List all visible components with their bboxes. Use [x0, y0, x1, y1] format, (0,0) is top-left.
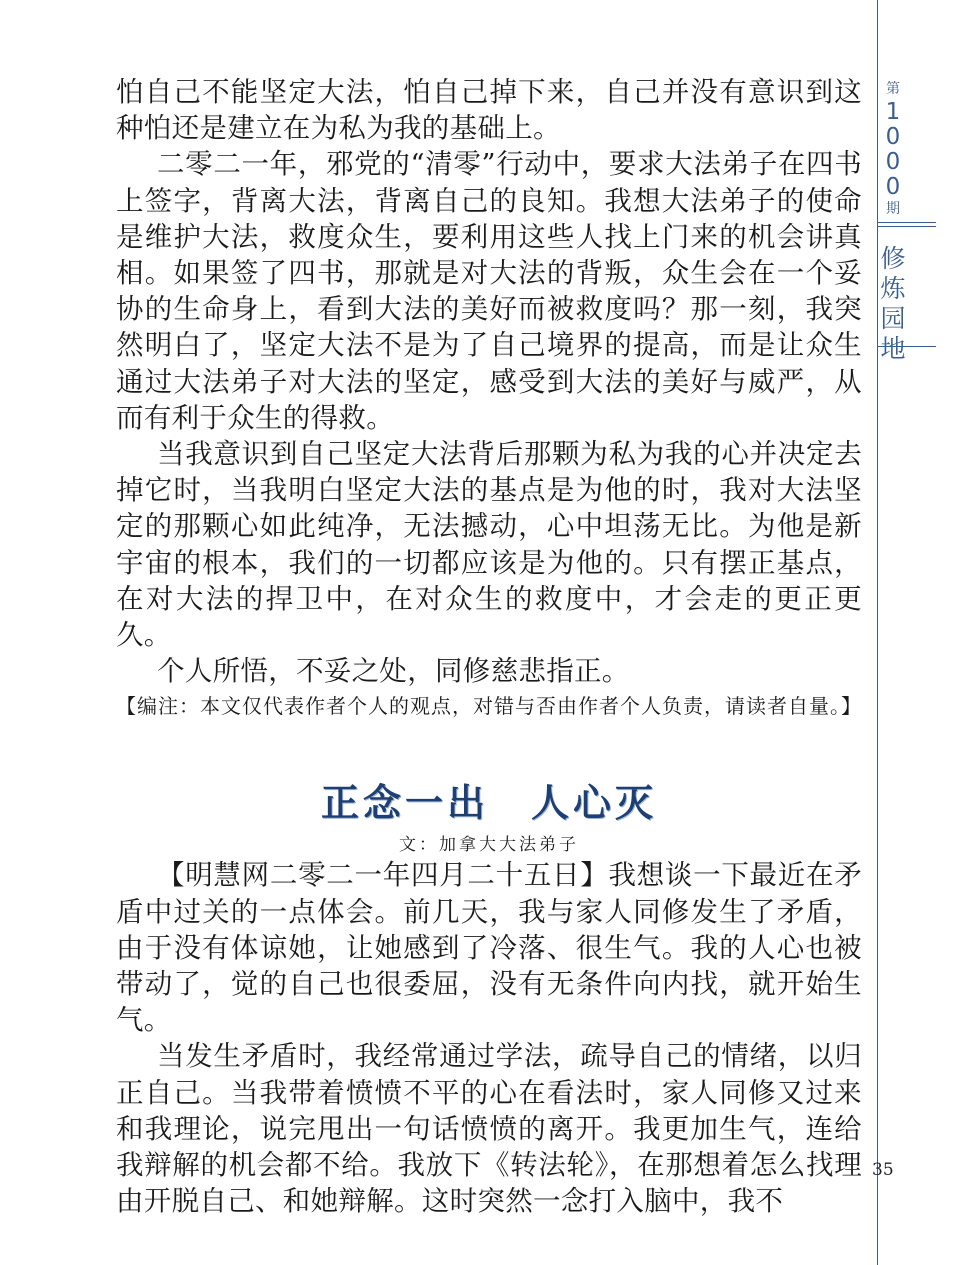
main-column [116, 74, 862, 1219]
article-byline: 文：加拿大大法弟子 [399, 835, 579, 856]
paragraph: 怕自己不能坚定大法，怕自己掉下来，自己并没有意识到这种怕还是建立在为私为我的基础上。 [116, 76, 862, 145]
issue-digit: 0 [885, 124, 901, 150]
issue-suffix: 期 [886, 201, 900, 217]
issue-digit: 0 [885, 149, 901, 175]
section-char: 炼 [880, 274, 906, 303]
editor-note: 【编注：本文仅代表作者个人的观点，对错与否由作者个人负责，请读者自量。】 [116, 694, 862, 719]
section-char: 地 [880, 334, 906, 363]
issue-digit: 1 [885, 99, 901, 125]
paragraph: 当发生矛盾时，我经常通过学法，疏导自己的情绪，以归正自己。当我带着愤愤不平的心在看法时，家人同修又过来和我理论，说完甩出一句话愤愤的离开。我更加生气，连给我辩解的机会都不给。我放下《转法轮》，在那想着怎么找理由开脱自己、和她辩解。这时突然一念打入脑中，我不 [116, 1040, 862, 1218]
section-char: 园 [880, 304, 906, 333]
paragraph: 当我意识到自己坚定大法背后那颗为私为我的心并决定去掉它时，当我明白坚定大法的基点是为他的时，我对大法坚定的那颗心如此纯净，无法撼动，心中坦荡无比。为他是新宇宙的根本，我们的一切都应该是为他的。只有摆正基点，在对大法的捍卫中，在对众生的救度中，才会走的更正更久。 [116, 438, 862, 652]
issue-number [878, 100, 908, 200]
paragraph: 二零二一年，邪党的“清零”行动中，要求大法弟子在四书上签字，背离大法，背离自己的良知。我想大法弟子的使命是维护大法，救度众生，要利用这些人找上门来的机会讲真相。如果签了四书，那就是对大法的背叛，众生会在一个妥协的生命身上，看到大法的美好而被救度吗？那一刻，我突然明白了，坚定大法不是为了自己境界的提高，而是让众生通过大法弟子对大法的坚定，感受到大法的美好与威严，从而有利于众生的得救。 [116, 148, 862, 434]
issue-digit: 0 [885, 174, 901, 200]
section-label [878, 244, 908, 364]
paragraph: 【明慧网二零二一年四月二十五日】我想谈一下最近在矛盾中过关的一点体会。前几天，我与家人同修发生了矛盾，由于没有体谅她，让她感到了冷落、很生气。我的人心也被带动了，觉的自己也很委屈，没有无条件向内找，就开始生气。 [116, 859, 862, 1037]
paragraph: 个人所悟，不妥之处，同修慈悲指正。 [157, 655, 630, 688]
article-title: 正念一出 人心灭 [320, 781, 657, 826]
section-char: 修 [880, 244, 906, 273]
issue-prefix: 第 [886, 81, 900, 97]
page-number: 35 [872, 1160, 894, 1180]
